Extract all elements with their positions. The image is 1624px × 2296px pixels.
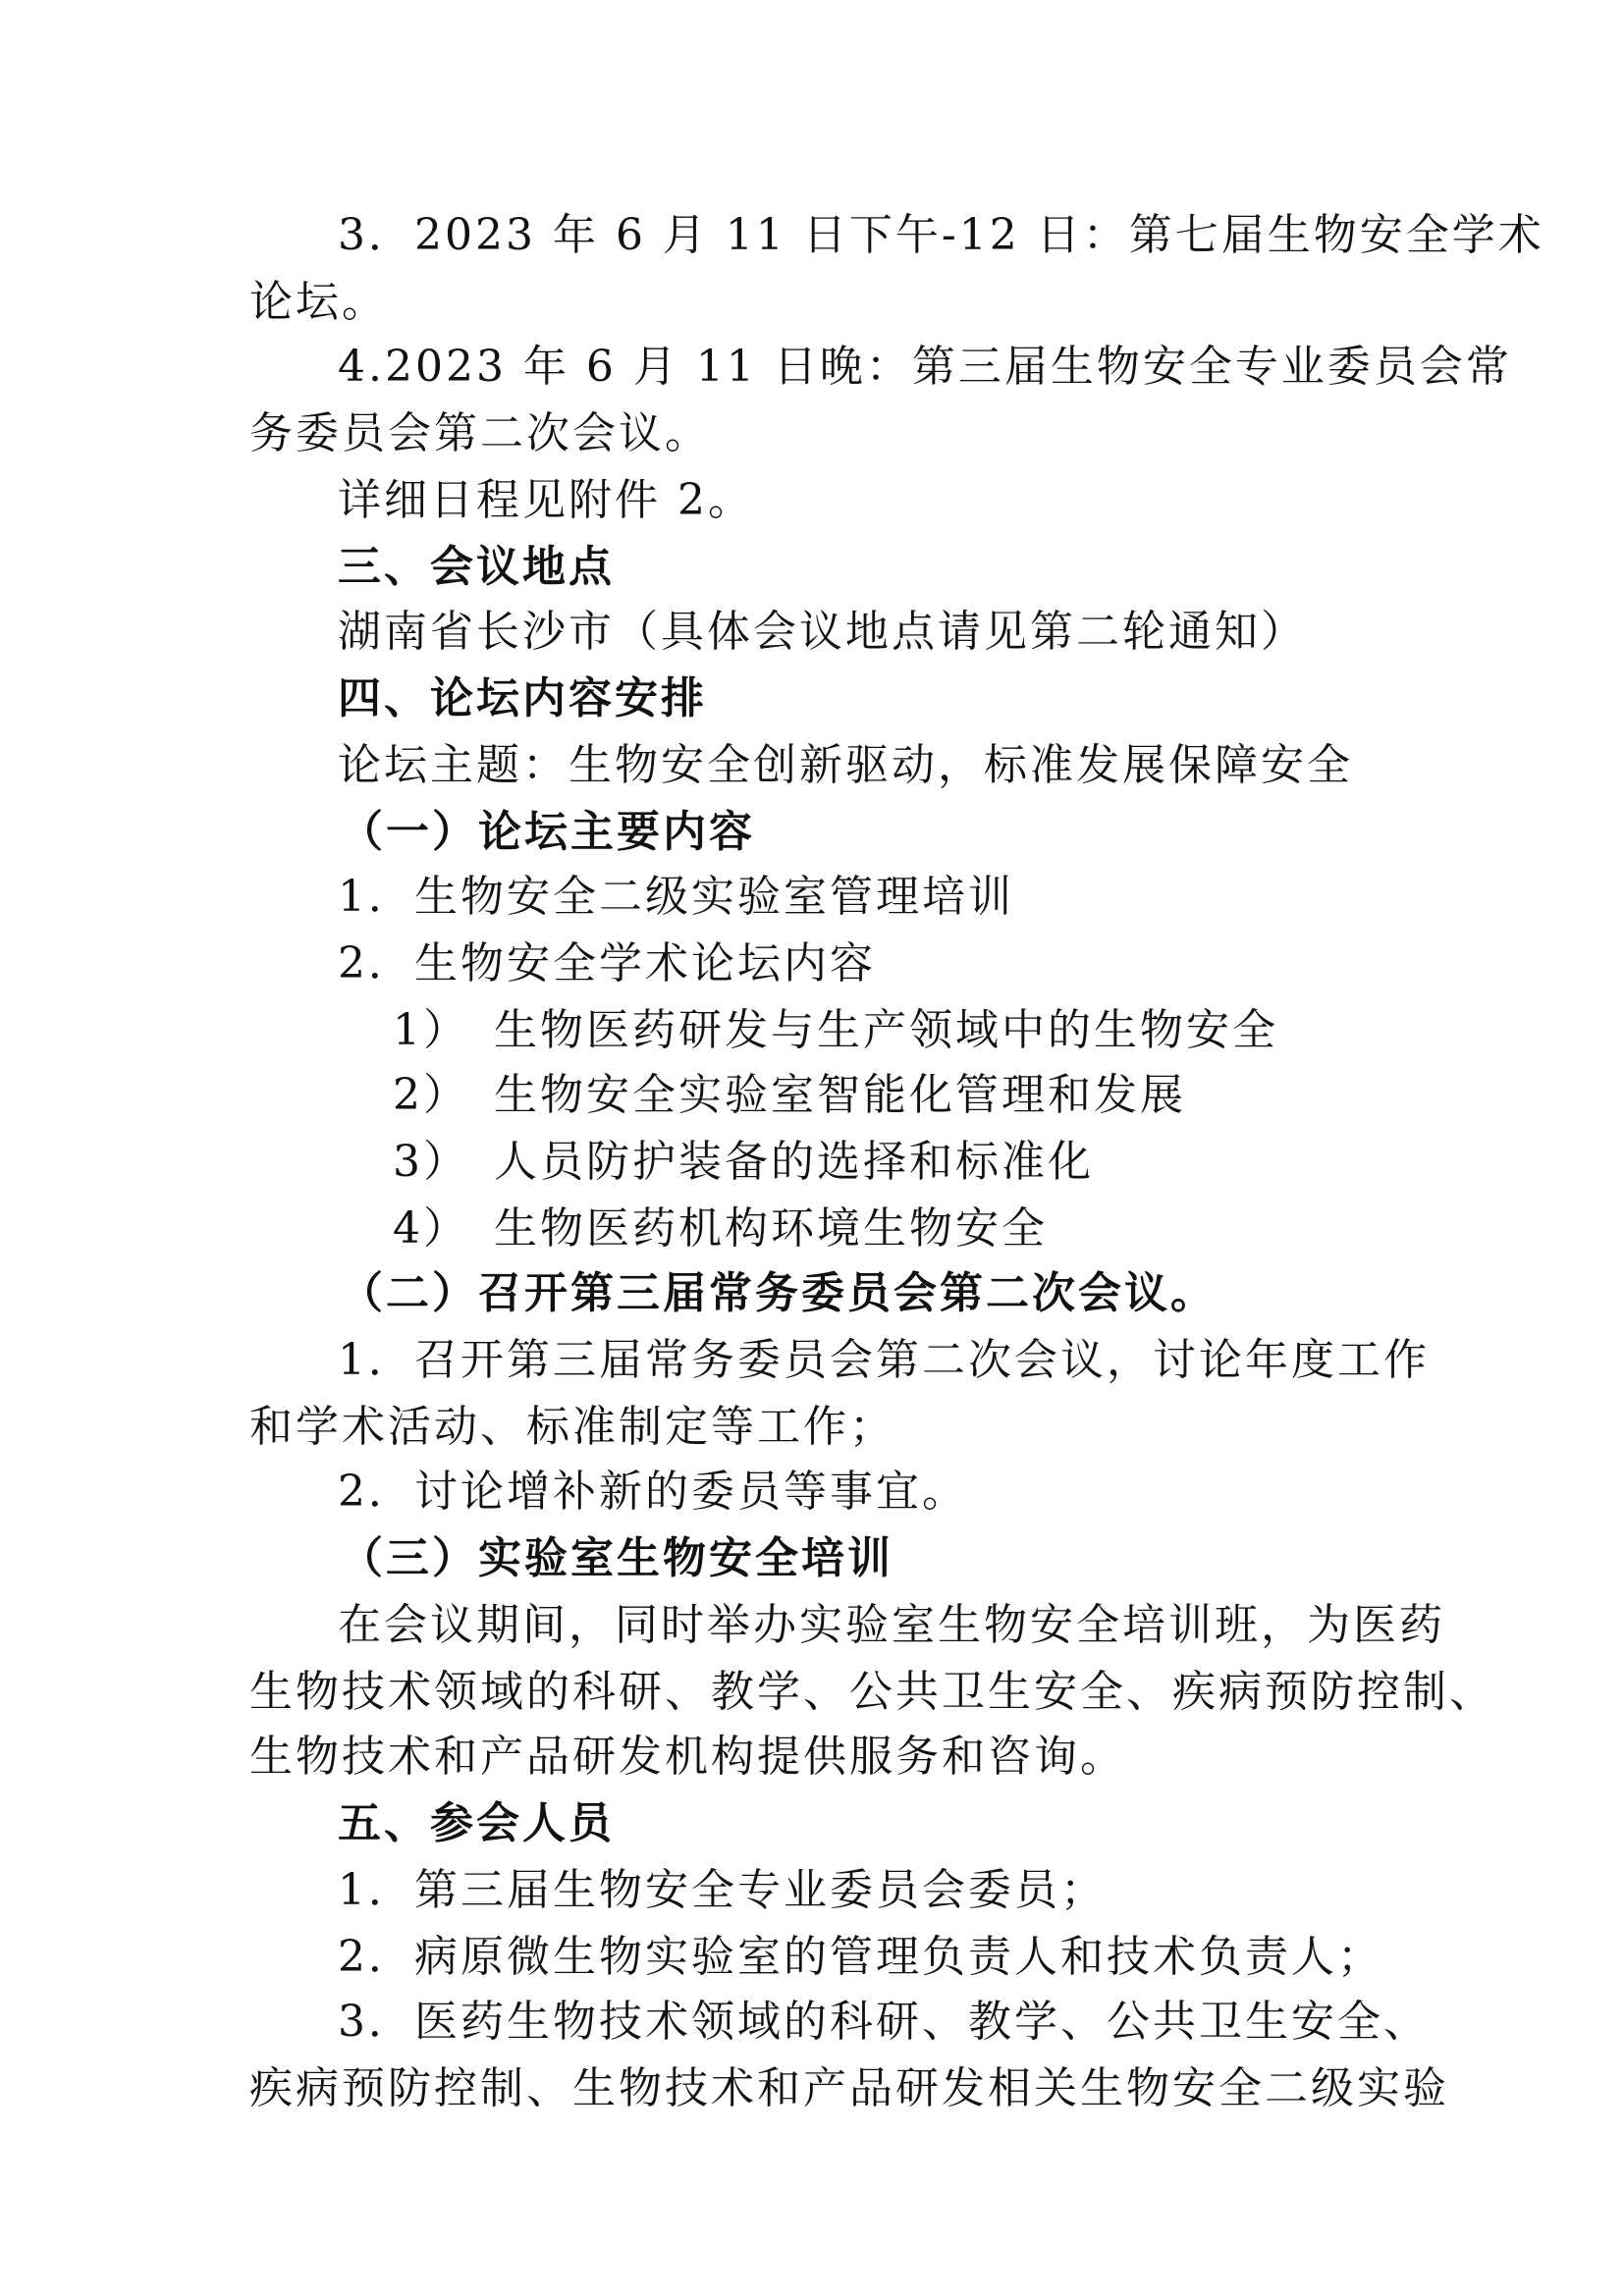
schedule-item-4: 4.2023 年 6 月 11 日晚：第三届生物安全专业委员会常 [338, 342, 1512, 392]
forum-subitem-4: 4） 生物医药机构环境生物安全 [393, 1203, 1048, 1254]
section-heading-venue: 三、会议地点 [338, 542, 615, 592]
committee-item-1-cont: 和学术活动、标准制定等工作； [249, 1402, 895, 1452]
committee-item-2: 2．讨论增补新的委员等事宜。 [338, 1467, 968, 1517]
participant-item-1: 1．第三届生物安全专业委员会委员； [338, 1865, 1107, 1915]
forum-subitem-1: 1） 生物医药研发与生产领域中的生物安全 [393, 1005, 1278, 1055]
forum-item-1: 1．生物安全二级实验室管理培训 [338, 872, 1014, 922]
forum-theme: 论坛主题：生物安全创新驱动，标准发展保障安全 [338, 740, 1353, 790]
section-heading-forum-content: 四、论坛内容安排 [338, 673, 707, 723]
schedule-item-4-cont: 务委员会第二次会议。 [249, 408, 711, 458]
participant-item-3: 3．医药生物技术领域的科研、教学、公共卫生安全、 [338, 1997, 1430, 2047]
training-paragraph-line-3: 生物技术和产品研发机构提供服务和咨询。 [249, 1732, 1126, 1782]
forum-item-2: 2．生物安全学术论坛内容 [338, 938, 876, 988]
subheading-lab-training: （三）实验室生物安全培训 [340, 1533, 893, 1583]
training-paragraph-line-1: 在会议期间，同时举办实验室生物安全培训班，为医药 [338, 1600, 1445, 1650]
participant-item-2: 2．病原微生物实验室的管理负责人和技术负责人； [338, 1932, 1383, 1982]
training-paragraph-line-2: 生物技术领域的科研、教学、公共卫生安全、疾病预防控制、 [249, 1667, 1495, 1717]
schedule-item-3: 3．2023 年 6 月 11 日下午-12 日：第七届生物安全学术 [338, 210, 1544, 260]
subheading-standing-committee: （二）召开第三届常务委员会第二次会议。 [340, 1268, 1217, 1318]
committee-item-1: 1．召开第三届常务委员会第二次会议，讨论年度工作 [338, 1335, 1430, 1385]
section-heading-participants: 五、参会人员 [338, 1798, 615, 1848]
participant-item-3-cont: 疾病预防控制、生物技术和产品研发相关生物安全二级实验 [249, 2063, 1449, 2113]
schedule-note: 详细日程见附件 2。 [338, 475, 754, 525]
forum-subitem-3: 3） 人员防护装备的选择和标准化 [393, 1137, 1094, 1187]
subheading-forum-main-content: （一）论坛主要内容 [340, 807, 755, 857]
schedule-item-3-cont: 论坛。 [249, 277, 388, 327]
venue-text: 湖南省长沙市（具体会议地点请见第二轮通知） [338, 607, 1307, 657]
forum-subitem-2: 2） 生物安全实验室智能化管理和发展 [393, 1070, 1186, 1120]
